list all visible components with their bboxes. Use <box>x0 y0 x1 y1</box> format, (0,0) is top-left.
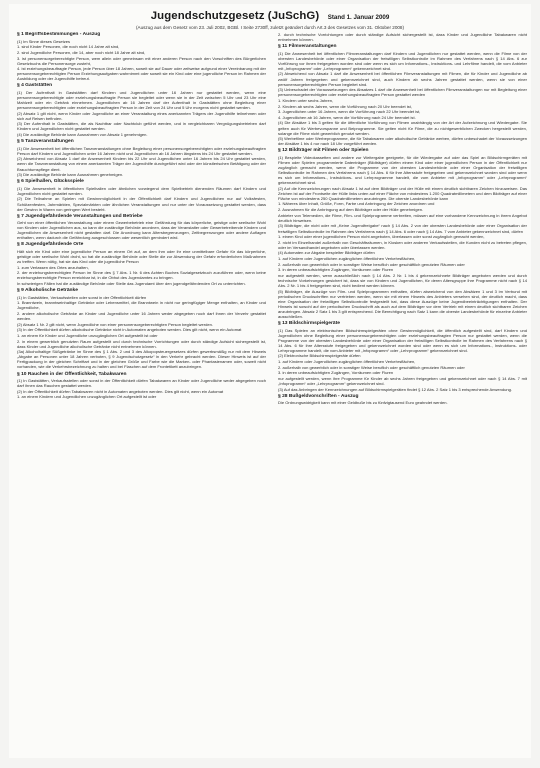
column-right <box>278 32 527 756</box>
columns <box>17 32 527 756</box>
section-heading: § 28 Bußgeldvorschriften - Auszug <box>278 393 359 399</box>
section-paragraph: (3a) Alkoholhaltige Süßgetränke im Sinne des § 1 Abs. 2 und 3 des Alkopopsteuergesetzes dürfen gewerbsmäßig nur mit dem Hinweis „Abgabe an Personen unter 18 Jahren verboten, § 9 Jugendschutzgesetz“ in den Verkehr gebracht werden. Dieser Hinweis ist auf der Fertigpackung in der gleichen Schriftart und in der gleichen Größe und Farbe wie die Marken- oder Phantasienamen oder, soweit nicht vorhanden, wie die Verkehrsbezeichnung zu halten und bei Flaschen auf dem Frontetikett anzubringen. <box>17 349 266 370</box>
section-paragraph: 1. zum Verlassen des Ortes anzuhalten, <box>17 264 89 270</box>
section-paragraph: (2) Abweichend von Absatz 1 darf die Anwesenheit Kindern bis 22 Uhr und Jugendlichen unter 16 Jahren bis 24 Uhr gestattet werden, wenn die Tanzveranstaltung von einem anerkannten Träger der Jugendhilfe durchgeführt wird oder der künstlerischen Betätigung oder der Brauchtumspflege dient. <box>17 156 266 172</box>
section-paragraph: (2) Die Teilnahme an Spielen mit Gewinnmöglichkeit in der Öffentlichkeit darf Kindern und Jugendlichen nur auf Volksfesten, Schützenfesten, Jahrmärkten, Spezialmärkten oder ähnlichen Veranstaltungen und nur unter der Voraussetzung gestattet werden, dass der Gewinn in Waren von geringem Wert besteht. <box>17 196 266 212</box>
section-paragraph: (3) Unbeschadet der Voraussetzungen des Absatzes 1 darf die Anwesenheit bei öffentlichen Filmveranstaltungen nur mit Begleitung einer personensorgeberechtigten oder erziehungsbeauftragten Person gestattet werden <box>278 87 527 98</box>
document-header <box>9 4 531 31</box>
section-paragraph: 1. einem Kind oder einer jugendlichen Person nicht angeboten, überlassen oder sonst zugänglich gemacht werden, <box>278 234 485 240</box>
section-paragraph: 2. außerhalb von gewerblich oder in sonstiger Weise beruflich oder geschäftlich genutzten Räumen oder <box>278 261 465 267</box>
section-paragraph: nur aufgestellt werden, wenn ausschließlich nach § 14 Abs. 2 Nr. 1 bis 4 gekennzeichnete Bildträger angeboten werden und durch technische Vorkehrungen gesichert ist, dass sie von Kindern und Jugendlichen, für deren Altersgruppe ihre Programme nicht nach § 14 Abs. 2 Nr. 1 bis 4 freigegeben sind, nicht bedient werden können. <box>278 273 527 289</box>
section-paragraph: 2. durch technische Vorrichtungen oder durch ständige Aufsicht sichergestellt ist, dass Kinder und Jugendliche Tabakwaren nicht entnehmen können. <box>278 32 527 43</box>
section-heading: § 13 Bildschirmspielgeräte <box>278 321 340 327</box>
section-paragraph: (2) Absatz 1 gilt nicht, wenn Kinder oder Jugendliche an einer Veranstaltung eines anerkannten Trägers der Jugendhilfe teilnehmen oder sich auf Reisen befinden. <box>17 110 266 121</box>
section-paragraph: (2) Abweichend von Absatz 1 darf die Anwesenheit bei öffentlichen Filmveranstaltungen mit Filmen, die für Kinder und Jugendliche ab zwölf Jahren freigegeben und gekennzeichnet sind, auch Kindern ab sechs Jahren gestattet werden, wenn sie von einer personensorgeberechtigten Person begleitet sind. <box>278 71 527 87</box>
section-heading: § 9 Alkoholische Getränke <box>17 288 78 294</box>
section-paragraph: 2. der erziehungsberechtigten Person im Sinne des § 7 Abs. 1 Nr. 6 des Achten Buches Sozialgesetzbuch zuzuführen oder, wenn keine erziehungsberechtigte Person erreichbar ist, in die Obhut des Jugendamtes zu bringen. <box>17 270 266 281</box>
section-paragraph: 1. auf Kindern oder Jugendlichen zugänglichen öffentlichen Verkehrsflächen, <box>278 359 416 365</box>
section-paragraph: (1) Die Anwesenheit bei öffentlichen Tanzveranstaltungen ohne Begleitung einer personensorgeberechtigten oder erziehungsbeauftragten Person darf Kindern und Jugendlichen unter 16 Jahren nicht und Jugendlichen ab 16 Jahren längstens bis 24 Uhr gestattet werden. <box>17 145 266 156</box>
section-paragraph: 3. in deren unbeaufsichtigten Zugängen, Vorräumen oder Fluren <box>278 267 394 273</box>
section-paragraph: (3) Die zuständige Behörde kann Ausnahmen genehmigen. <box>17 172 124 178</box>
section-paragraph: (1) Das Spielen an elektronischen Bildschirmspielgeräten ohne Gewinnmöglichkeit, die öffentlich aufgestellt sind, darf Kindern und Jugendlichen ohne Begleitung einer personensorgeberechtigten oder erziehungsbeauftragten Person nur gestattet werden, wenn die Programme von der obersten Landesbehörde oder einer Organisation der freiwilligen Selbstkontrolle im Rahmen des Verfahrens nach § 14 Abs. 6 für ihre Altersstufe freigegeben und gekennzeichnet worden sind oder wenn es sich um Informations-, Instruktions- oder Lehrprogramme handelt, die vom Anbieter mit „Infoprogramm“ oder „Lehrprogramm“ gekennzeichnet sind. <box>278 327 527 353</box>
section-paragraph: (4) Die zuständige Behörde kann Ausnahmen von Absatz 1 genehmigen. <box>17 132 148 138</box>
section-paragraph: (5) Werbefilme oder Werbeprogramme, die für Tabakwaren oder alkoholische Getränke werben, dürfen unbeschadet der Voraussetzungen der Absätze 1 bis 4 nur nach 18 Uhr vorgeführt werden. <box>278 136 527 147</box>
section-paragraph: (1) In Gaststätten, Verkaufsstellen oder sonst in der Öffentlichkeit dürfen Tabakwaren an Kinder oder Jugendliche weder abgegeben noch darf ihnen das Rauchen gestattet werden. <box>17 378 266 389</box>
section-paragraph: 1. auf Kindern oder Jugendlichen zugänglichen öffentlichen Verkehrsflächen, <box>278 256 416 262</box>
law-section <box>17 288 266 369</box>
section-paragraph: 2. Ausnahmen für die Anbringung auf dem Bildträger oder der Hülle genehmigen. <box>278 207 424 213</box>
section-heading: § 1 Begriffsbestimmungen - Auszug <box>17 32 101 37</box>
section-paragraph: 3. ist personensorgeberechtigte Person, wem allein oder gemeinsam mit einer anderen Person nach den Vorschriften des Bürgerlichen Gesetzbuchs die Personensorge zusteht, <box>17 55 266 66</box>
section-paragraph: (2) Auf die Kennzeichnungen nach Absatz 1 ist auf dem Bildträger und der Hülle mit einem deutlich sichtbaren Zeichen hinzuweisen. Das Zeichen ist auf der Frontseite der Hülle links unten auf einer Fläche von mindestens 1.200 Quadratmillimetern und dem Bildträger auf einer Fläche von mindestens 250 Quadratmillimetern anzubringen. Die oberste Landesbehörde kann <box>278 185 527 201</box>
law-section <box>17 214 266 241</box>
section-heading: § 10 Rauchen in der Öffentlichkeit, Tabakwaren <box>17 371 127 377</box>
section-paragraph: (2) Absatz 1 Nr. 2 gilt nicht, wenn Jugendliche von einer personensorgeberechtigten Person begleitet werden. <box>17 321 213 327</box>
law-section <box>278 148 527 319</box>
law-section <box>17 32 266 81</box>
section-paragraph: (5) Bildträger, die Auszüge von Film- und Spielprogrammen enthalten, dürfen abweichend von den Absätzen 1 und 3 im Verbund mit periodischen Druckschriften nur vertrieben werden, wenn sie mit einem Hinweis des Anbieters versehen sind, der deutlich macht, dass eine Organisation der freiwilligen Selbstkontrolle festgestellt hat, dass diese Auszüge keine Jugendbeeinträchtigungen enthalten. Der Hinweis ist sowohl auf der periodischen Druckschrift als auch auf dem Bildträger vor dem Vertrieb mit einem deutlich sichtbaren Zeichen anzubringen. Absatz 2 Satz 1 bis 3 gilt entsprechend. Die Berechtigung nach Satz 1 kann die oberste Landesbehörde für einzelne Anbieter ausschließen. <box>278 288 527 319</box>
law-section <box>17 83 266 137</box>
law-section <box>17 242 266 286</box>
section-paragraph: (3) Der Aufenthalt in Gaststätten, die als Nachtbar oder Nachtclub geführt werden, und in vergleichbaren Vergnügungsbetrieben darf Kindern und Jugendlichen nicht gestattet werden. <box>17 121 266 132</box>
section-heading: § 6 Spielhallen, Glücksspiele <box>17 179 84 185</box>
document-title: Jugendschutzgesetz (JuSchG) <box>150 10 320 22</box>
section-paragraph: (3) Bildträger, die nicht oder mit „Keine Jugendfreigabe“ nach § 14 Abs. 2 von der obersten Landesbehörde oder einer Organisation der freiwilligen Selbstkontrolle im Rahmen des Verfahrens nach § 14 Abs. 6 oder nach § 14 Abs. 7 vom Anbieter gekennzeichnet sind, dürfen <box>278 223 527 234</box>
section-paragraph: 3. Jugendlichen unter 16 Jahren, wenn die Vorführung nach 22 Uhr beendet ist, <box>278 109 421 115</box>
section-paragraph: 2. außerhalb von gewerblich oder in sonstiger Weise beruflich oder geschäftlich genutzten Räumen oder <box>278 364 465 370</box>
section-heading: § 4 Gaststätten <box>17 83 53 89</box>
section-paragraph: (3) Auf das Anbringen der Kennzeichnungen auf Bildschirmspielgeräten findet § 12 Abs. 2 Satz 1 bis 3 entsprechende Anwendung. <box>278 386 512 392</box>
section-paragraph: (1) Die Anwesenheit bei öffentlichen Filmveranstaltungen darf Kindern und Jugendlichen nur gestattet werden, wenn die Filme von der obersten Landesbehörde oder einer Organisation der freiwilligen Selbstkontrolle im Rahmen des Verfahrens nach § 14 Abs. 6 zur Vorführung vor ihnen freigegeben worden sind oder wenn es sich um Informations-, Instruktions- und Lehrfilme handelt, die vom Anbieter mit „Infoprogramm“ oder „Lehrprogramm“ gekennzeichnet sind. <box>278 50 527 71</box>
section-paragraph: (3) In der Öffentlichkeit dürfen alkoholische Getränke nicht in Automaten angeboten werden. Dies gilt nicht, wenn ein Automat <box>17 327 242 333</box>
section-heading: § 11 Filmveranstaltungen <box>278 44 337 50</box>
section-paragraph: Anbieter von Telemedien, die Filme, Film- und Spielprogramme verbreiten, müssen auf eine vorhandene Kennzeichnung in ihrem Angebot deutlich hinweisen. <box>278 212 527 223</box>
section-paragraph: Die Ordnungswidrigkeit kann mit einer Geldbuße bis zu fünfzigtausend Euro geahndet werden. <box>278 400 448 406</box>
law-section <box>278 321 527 392</box>
section-paragraph: (4) Die Absätze 1 bis 3 gelten für die öffentliche Vorführung von Filmen unabhängig von der Art der Aufzeichnung und Wiedergabe. Sie gelten auch für Werbevorspanne und Beiprogramme. Sie gelten nicht für Filme, die zu nichtgewerblichen Zwecken hergestellt werden, solange die Filme nicht gewerblich genutzt werden. <box>278 120 527 136</box>
section-paragraph: 1. an einem für Kinder und Jugendliche unzugänglichen Ort aufgestellt ist oder <box>17 333 158 338</box>
section-paragraph: 1. Näheres über Inhalt, Größe, Form, Farbe und Anbringung der Zeichen anordnen und <box>278 201 435 207</box>
document-page <box>9 4 531 758</box>
section-paragraph: nur aufgestellt werden, wenn ihre Programme für Kinder ab sechs Jahren freigegeben und gekennzeichnet oder nach § 14 Abs. 7 mit „Infoprogramm“ oder „Lehrprogramm“ gekennzeichnet sind. <box>278 376 527 387</box>
section-paragraph: 1. an einem Kindern und Jugendlichen unzugänglichen Ort aufgestellt ist oder <box>17 394 157 400</box>
section-paragraph: (1) Der Aufenthalt in Gaststätten darf Kindern und Jugendlichen unter 16 Jahren nur gestattet werden, wenn eine personensorgeberechtigte oder erziehungsbeauftragte Person sie begleitet oder wenn sie in der Zeit zwischen 5 Uhr und 23 Uhr eine Mahlzeit oder ein Getränk einnehmen. Jugendlichen ab 16 Jahren darf der Aufenthalt in Gaststätten ohne Begleitung einer personensorgeberechtigten oder erziehungsbeauftragten Person in der Zeit von 24 Uhr und 5 Uhr morgens nicht gestattet werden. <box>17 89 266 111</box>
section-paragraph: (2) Elektronische Bildschirmspielgeräte dürfen <box>278 353 361 359</box>
section-paragraph: 4. ist erziehungsbeauftragte Person, jede Person über 18 Jahren, soweit sie auf Dauer oder zeitweise aufgrund einer Vereinbarung mit der personensorgeberechtigten Person Erziehungsaufgaben wahrnimmt oder soweit sie ein Kind oder eine jugendliche Person im Rahmen der Ausbildung oder der Jugendhilfe betreut. <box>17 66 266 82</box>
section-paragraph: 2. nicht im Einzelhandel außerhalb von Geschäftsräumen, in Kiosken oder anderen Verkaufsstellen, die Kunden nicht zu betreten pflegen, oder im Versandhandel angeboten oder überlassen werden. <box>278 239 527 250</box>
section-paragraph: (4) Automaten zur Abgabe bespielter Bildträger dürfen <box>278 250 375 256</box>
section-paragraph: (1) In Gaststätten, Verkaufsstellen oder sonst in der Öffentlichkeit dürfen <box>17 294 147 300</box>
section-heading: § 8 Jugendgefährdende Orte <box>17 242 84 248</box>
column-left <box>17 32 266 756</box>
section-paragraph: (1) Bespielte Videokassetten und andere zur Weitergabe geeignete, für die Wiedergabe auf oder das Spiel an Bildschirmgeräten mit Filmen oder Spielen programmierte Datenträger (Bildträger) dürfen einem Kind oder einer jugendlichen Person in der Öffentlichkeit nur zugänglich gemacht werden, wenn die Programme von der obersten Landesbehörde oder einer Organisation der freiwilligen Selbstkontrolle im Rahmen des Verfahrens nach § 14 Abs. 6 für ihre Altersstufe freigegeben und gekennzeichnet worden sind oder wenn es sich um Informations-, Instruktions- und Lehrprogramme handelt, die vom Anbieter mit „Infoprogramm“ oder „Lehrprogramm“ gekennzeichnet sind. <box>278 154 527 186</box>
section-heading: § 12 Bildträger mit Filmen oder Spielen <box>278 148 369 154</box>
section-paragraph: 2. sind Jugendliche Personen, die 14, aber noch nicht 18 Jahre alt sind, <box>17 49 146 55</box>
document-subtitle: (Auszug aus dem Gesetz vom 23. Juli 2002, BGBl. I Seite 2730ff, zuletzt geändert durch Art.3 des Gesetzes vom 31. Oktober 2008) <box>135 25 405 30</box>
section-paragraph: 2. Kindern ab sechs Jahren, wenn die Vorführung nach 20 Uhr beendet ist, <box>278 103 412 109</box>
section-paragraph: Hält sich ein Kind oder eine jugendliche Person an einem Ort auf, an dem ihm oder ihr eine unmittelbare Gefahr für das körperliche, geistige oder seelische Wohl droht, so hat die zuständige Behörde oder Stelle die zur Abwendung der Gefahr erforderlichen Maßnahmen zu treffen. Wenn nötig, hat sie das Kind oder die jugendliche Person <box>17 249 266 265</box>
section-paragraph: 1. Branntwein, branntweinhaltige Getränke oder Lebensmittel, die Branntwein in nicht nur geringfügiger Menge enthalten, an Kinder und Jugendliche, <box>17 300 266 311</box>
law-section <box>278 44 527 146</box>
law-section <box>278 394 527 406</box>
section-paragraph: 1. sind Kinder Personen, die noch nicht 14 Jahre alt sind, <box>17 44 120 50</box>
section-paragraph: (1) Im Sinne dieses Gesetzes <box>17 38 71 44</box>
law-section <box>17 179 266 211</box>
section-paragraph: 3. in deren unbeaufsichtigten Zugängen, Vorräumen oder Fluren <box>278 370 394 376</box>
law-section <box>278 32 527 42</box>
section-paragraph: (2) In der Öffentlichkeit dürfen Tabakwaren nicht in Automaten angeboten werden. Dies gilt nicht, wenn ein Automat <box>17 388 224 394</box>
section-paragraph: 1. Kindern unter sechs Jahren, <box>278 97 334 103</box>
law-section <box>17 139 266 177</box>
section-heading: § 7 Jugendgefährdende Veranstaltungen und Betriebe <box>17 213 143 219</box>
document-stand: Stand 1. Januar 2009 <box>327 14 390 21</box>
section-paragraph: 2. in einem gewerblich genutzten Raum aufgestellt und durch technische Vorrichtungen oder durch ständige Aufsicht sichergestellt ist, dass Kinder und Jugendliche alkoholische Getränke nicht entnehmen können. <box>17 338 266 349</box>
section-paragraph: 2. andere alkoholische Getränke an Kinder und Jugendliche unter 16 Jahren weder abgegeben noch darf ihnen der Verzehr gestattet werden. <box>17 311 266 322</box>
section-paragraph: In schwierigen Fällen hat die zuständige Behörde oder Stelle das Jugendamt über den jugendgefährdenden Ort zu unterrichten. <box>17 281 246 287</box>
section-paragraph: Geht von einer öffentlichen Veranstaltung oder einem Gewerbebetrieb eine Gefährdung für das körperliche, geistige oder seelische Wohl von Kindern oder Jugendlichen aus, so kann die zuständige Behörde anordnen, dass der Veranstalter oder Gewerbetreibende Kindern und Jugendlichen die Anwesenheit nicht gestatten darf. Die Anordnung kann Altersbegrenzungen, Zeitbegrenzungen oder andere Auflagen enthalten, wenn dadurch die Gefährdung ausgeschlossen oder wesentlich gemindert wird. <box>17 220 266 241</box>
section-paragraph: 4. Jugendlichen ab 16 Jahren, wenn die Vorführung nach 24 Uhr beendet ist. <box>278 114 416 120</box>
section-paragraph: (1) Die Anwesenheit in öffentlichen Spielhallen oder ähnlichen vorwiegend dem Spielbetrieb dienenden Räumen darf Kindern und Jugendlichen nicht gestattet werden. <box>17 185 266 196</box>
section-heading: § 5 Tanzveranstaltungen <box>17 139 74 145</box>
law-section <box>17 372 266 400</box>
